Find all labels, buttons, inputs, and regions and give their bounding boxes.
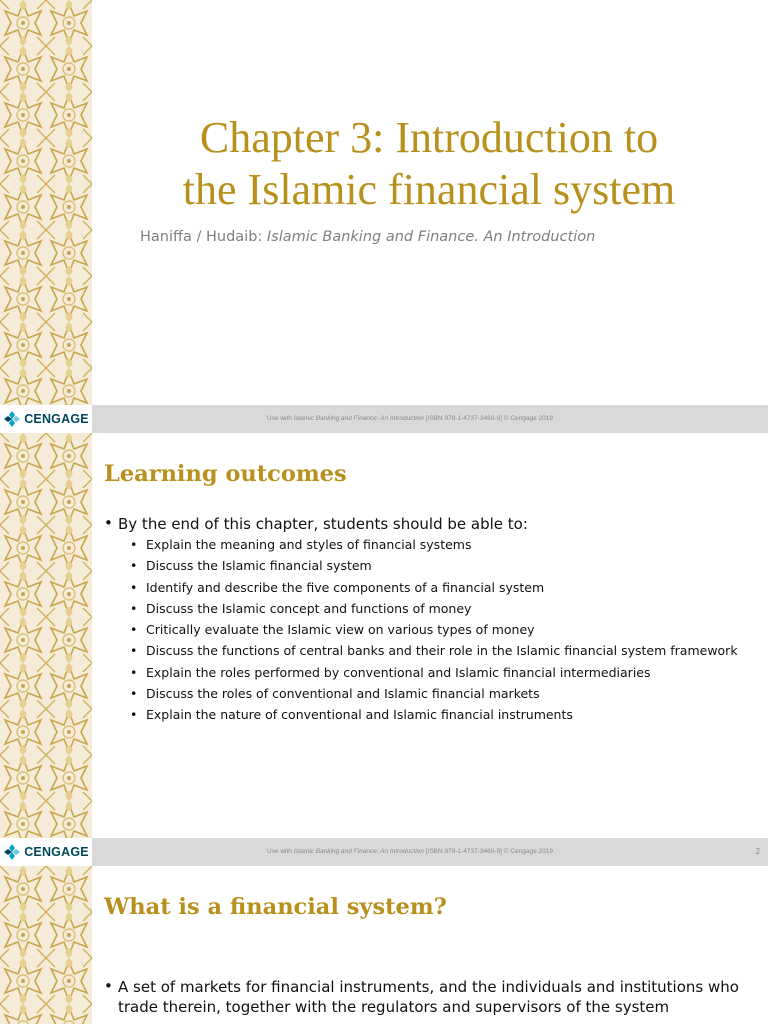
arabesque-ornament — [0, 433, 92, 866]
list-item: • Explain the meaning and styles of financial systems — [130, 537, 746, 553]
footer-credit: Use with Islamic Banking and Finance: An Introduction [ISBN 978-1-4737-3460-9] © Cengage 2019 — [266, 415, 554, 422]
cengage-logo — [0, 838, 92, 866]
slide-footer — [0, 405, 768, 433]
intro-text: By the end of this chapter, students should be able to: — [118, 515, 528, 533]
book-citation — [140, 229, 595, 245]
arabesque-ornament — [0, 0, 92, 433]
slide-financial-system — [0, 866, 768, 1024]
definition-text: A set of markets for financial instruments, and the individuals and institutions who trade therein, together with the regulators and supervisors of the system — [118, 978, 739, 1016]
title-line-2: the Islamic financial system — [182, 165, 676, 214]
intro-bullet: • By the end of this chapter, students should be able to: — [104, 514, 748, 534]
book-title: Islamic Banking and Finance. An Introduction — [266, 229, 596, 245]
list-item: • Critically evaluate the Islamic view on various types of money — [130, 622, 746, 638]
cengage-logo — [0, 405, 92, 433]
slide-heading: What is a financial system? — [104, 894, 447, 920]
brand-name: CENGAGE — [24, 412, 89, 426]
slide-heading: Learning outcomes — [104, 461, 347, 487]
slide-title — [0, 0, 768, 433]
slide-title-text — [110, 112, 748, 216]
slide-learning-outcomes — [0, 433, 768, 866]
cengage-logo-icon — [3, 410, 21, 428]
list-item: • Identify and describe the five components of a financial system — [130, 580, 746, 596]
footer-credit: Use with Islamic Banking and Finance: An Introduction [ISBN 978-1-4737-3460-9] © Cengage 2019 — [266, 848, 554, 855]
list-item: • Discuss the Islamic financial system — [130, 558, 746, 574]
list-item: • Discuss the roles of conventional and Islamic financial markets — [130, 686, 746, 702]
title-line-1: Chapter 3: Introduction to — [199, 113, 659, 162]
list-item: • Discuss the functions of central banks and their role in the Islamic financial system framework — [130, 643, 746, 659]
brand-name: CENGAGE — [24, 845, 89, 859]
arabesque-ornament — [0, 866, 92, 1024]
page-number: 2 — [755, 847, 760, 856]
list-item: • Discuss the Islamic concept and functions of money — [130, 601, 746, 617]
slide-footer — [0, 838, 768, 866]
outcomes-list — [130, 537, 746, 729]
definition-bullet: • A set of markets for financial instruments, and the individuals and institutions who trade therein, together with the regulators and supervisors of the system — [104, 977, 748, 1017]
list-item: • Explain the nature of conventional and Islamic financial instruments — [130, 707, 746, 723]
cengage-logo-icon — [3, 843, 21, 861]
authors: Haniffa / Hudaib: — [140, 229, 267, 245]
list-item: • Explain the roles performed by conventional and Islamic financial intermediaries — [130, 665, 746, 681]
